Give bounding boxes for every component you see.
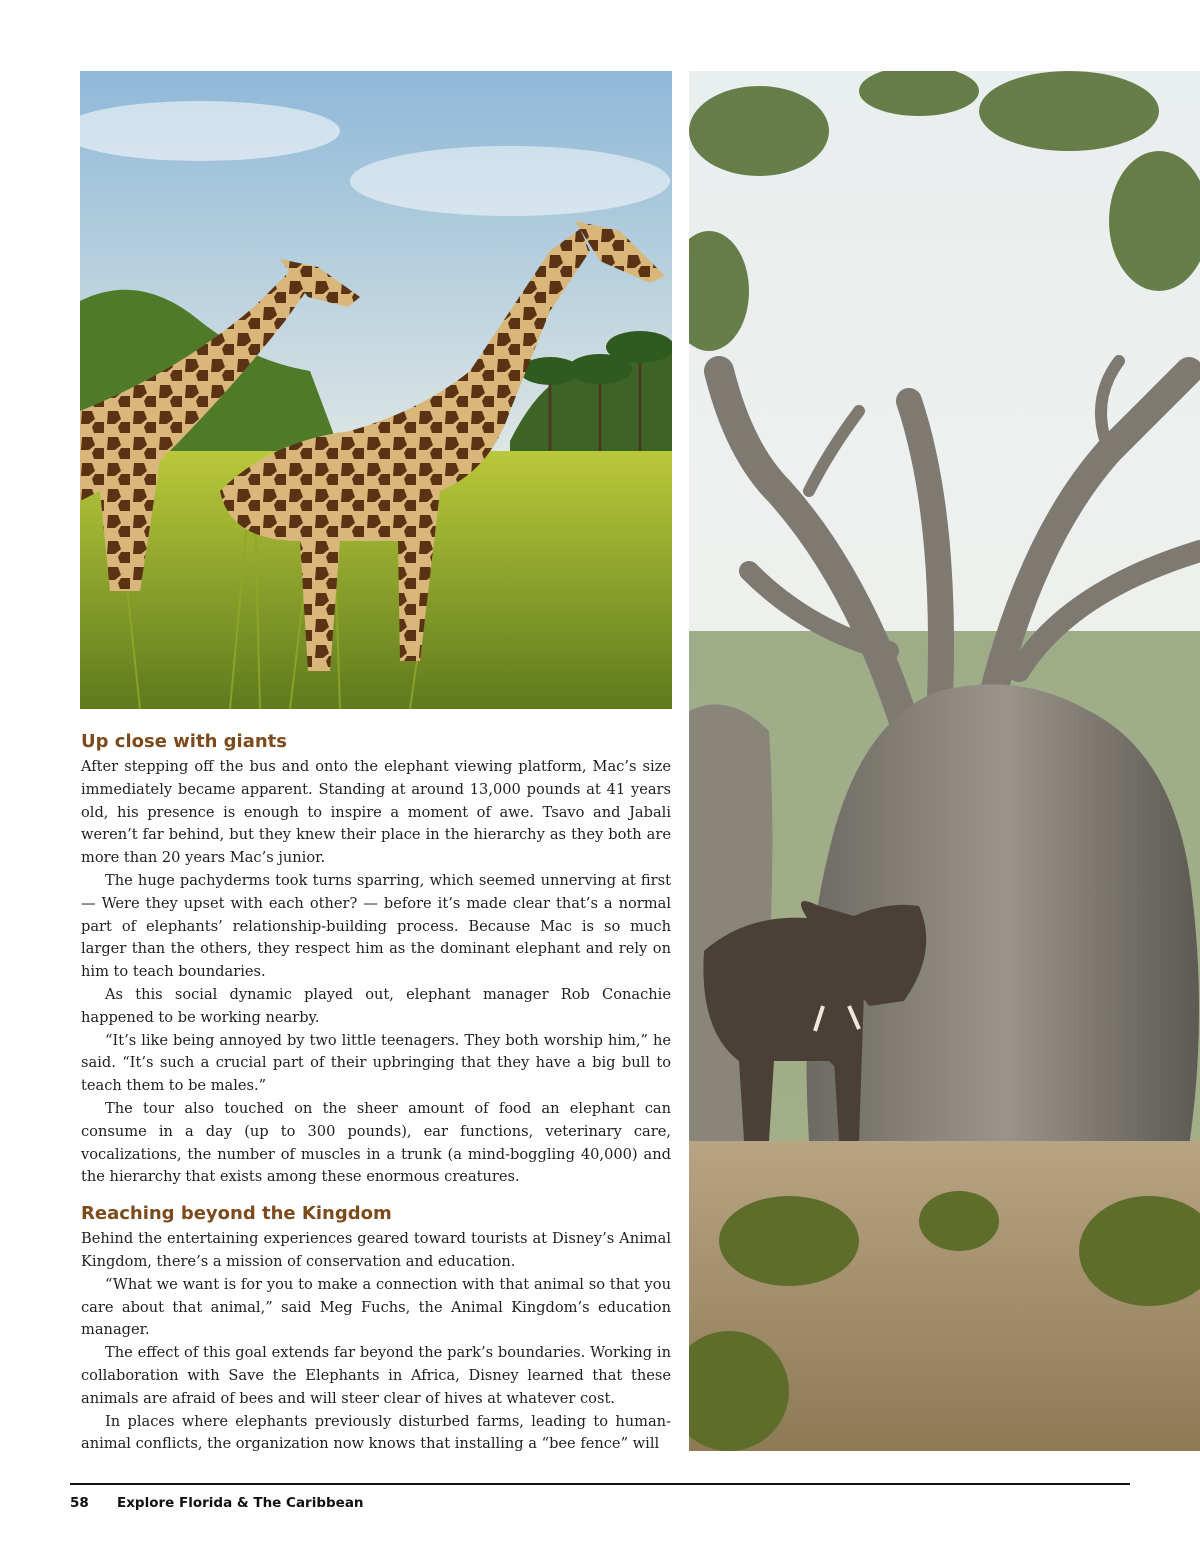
paragraph: The huge pachyderms took turns sparring, which seemed unnerving at first — Were they upset with each other? — before it’s made clear that’s a normal part of elephants’ relationship-building process. Because Mac is so much larger than the others, they respect him as the dominant elephant and rely on him to teach boundaries.: [81, 871, 671, 981]
article-body: [81, 730, 671, 1456]
paragraph: The tour also touched on the sheer amount of food an elephant can consume in a day (up to 300 pounds), ear functions, veterinary care, vocalizations, the number of muscles in a trunk (a mind-boggling 40,000) and the hierarchy that exists among these enormous creatures.: [81, 1099, 671, 1186]
page-number: 58: [70, 1495, 89, 1511]
paragraph: The effect of this goal extends far beyond the park’s boundaries. Working in collaboration with Save the Elephants in Africa, Disney learned that these animals are afraid of bees and will steer clear of hives at whatever cost.: [81, 1344, 671, 1407]
paragraph: “What we want is for you to make a connection with that animal so that you care about that animal,” said Meg Fuchs, the Animal Kingdom’s education manager.: [81, 1275, 671, 1339]
publication-name: Explore Florida & The Caribbean: [117, 1495, 364, 1511]
paragraph: After stepping off the bus and onto the elephant viewing platform, Mac’s size immediately became apparent. Standing at around 13,000 pounds at 41 years old, his presence is enough to inspire a moment of awe. Tsavo and Jabali weren’t far behind, but they knew their place in the hierarchy as they both are more than 20 years Mac’s junior.: [81, 758, 671, 867]
footer-rule: [70, 1483, 1130, 1485]
section-heading-up-close-with-giants: Up close with giants: [81, 731, 287, 752]
paragraph: “It’s like being annoyed by two little teenagers. They both worship him,” he said. “It’s such a crucial part of their upbringing that they have a big bull to teach them to be males.”: [81, 1031, 671, 1095]
paragraph: In places where elephants previously disturbed farms, leading to human-animal conflicts, the organization now knows that installing a “bee fence” will: [81, 1412, 671, 1453]
baobab-elephant-photo: [689, 71, 1200, 1451]
paragraph: Behind the entertaining experiences geared toward tourists at Disney’s Animal Kingdom, there’s a mission of conservation and education.: [81, 1230, 671, 1270]
giraffe-photo: [80, 71, 672, 709]
paragraph: As this social dynamic played out, elephant manager Rob Conachie happened to be working nearby.: [81, 985, 671, 1026]
section-heading-reaching-beyond-the-kingdom: Reaching beyond the Kingdom: [81, 1203, 392, 1225]
